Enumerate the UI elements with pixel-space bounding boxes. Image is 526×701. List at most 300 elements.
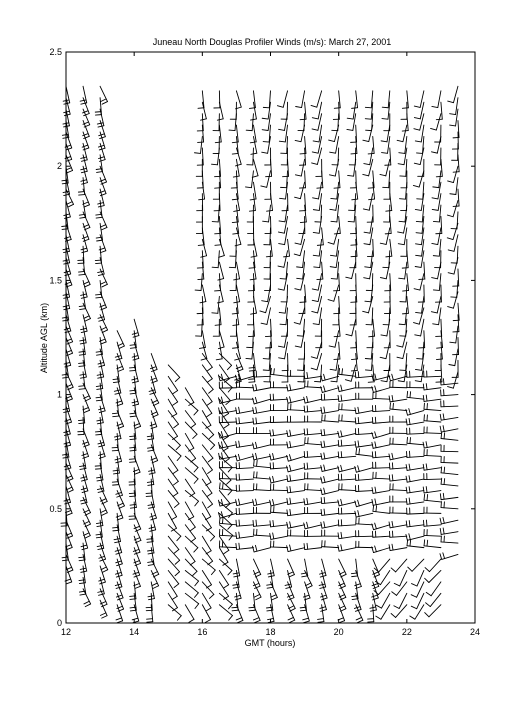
wind-barb-tick [253, 443, 254, 449]
wind-barb-tick [409, 487, 410, 493]
wind-barb-tick [232, 607, 238, 608]
wind-barb-tick [433, 187, 439, 188]
wind-barb [168, 570, 179, 583]
wind-barb [253, 137, 256, 154]
wind-barb [185, 525, 195, 539]
wind-barb [454, 235, 458, 252]
wind-barb-tick [268, 576, 274, 577]
wind-barb-tick [375, 442, 376, 448]
wind-barb-tick [132, 333, 138, 335]
wind-barb [368, 296, 372, 312]
wind-barb-tick [64, 263, 70, 264]
wind-barb-tick [311, 357, 317, 359]
wind-barb-tick [270, 500, 271, 506]
wind-barb-tick [338, 386, 339, 392]
wind-barb-tick [78, 420, 84, 421]
wind-barb-tick [99, 408, 105, 410]
wind-barb-tick [148, 439, 154, 440]
wind-barb-tick [427, 540, 428, 546]
wind-barb-tick [268, 621, 274, 622]
wind-barb-tick [411, 595, 416, 598]
wind-barb [168, 365, 180, 378]
wind-barb-tick [63, 408, 69, 409]
wind-barb-tick [278, 232, 284, 233]
wind-barb-tick [433, 290, 439, 291]
wind-barb [202, 593, 211, 608]
wind-barb-tick [132, 381, 138, 382]
wind-barb-tick [224, 413, 229, 416]
wind-barb-tick [101, 327, 106, 330]
wind-barb [202, 319, 203, 336]
wind-barb-tick [255, 442, 256, 448]
wind-barb [219, 262, 223, 278]
wind-barb [369, 194, 373, 211]
wind-barb-tick [307, 586, 312, 589]
wind-barb-tick [380, 174, 386, 175]
wind-barb-tick [297, 267, 303, 268]
wind-barb [251, 171, 253, 188]
wind-barb [373, 137, 374, 154]
wind-barb [457, 280, 458, 297]
wind-barb-tick [206, 608, 211, 611]
wind-barb-tick [352, 199, 358, 200]
wind-barb-tick [80, 343, 86, 344]
wind-barb-tick [118, 369, 124, 371]
wind-barb-tick [358, 372, 359, 378]
wind-barb-tick [448, 181, 454, 183]
wind-barb-tick [409, 534, 410, 540]
wind-barb-tick [339, 621, 345, 623]
wind-barb-tick [426, 487, 427, 493]
wind-barb-tick [218, 375, 220, 381]
wind-barb-tick [324, 429, 325, 435]
wind-barb-tick [233, 176, 239, 177]
wind-barb-tick [219, 453, 220, 459]
wind-barb-tick [256, 453, 257, 459]
wind-barb-tick [62, 454, 68, 455]
wind-barb-tick [99, 411, 105, 413]
wind-barb-tick [232, 610, 238, 611]
wind-barb-tick [101, 510, 106, 513]
wind-barb-tick [267, 587, 273, 588]
wind-barb-tick [414, 118, 420, 119]
wind-barb-tick [278, 346, 284, 347]
wind-barb-tick [279, 244, 285, 245]
wind-barb-tick [352, 576, 358, 577]
wind-barb-tick [273, 476, 274, 482]
wind-barb-tick [194, 548, 198, 552]
wind-barb-tick [304, 463, 305, 469]
wind-barb [322, 228, 324, 245]
wind-barb-tick [239, 520, 240, 526]
wind-barb-tick [324, 509, 325, 515]
wind-barb [337, 205, 339, 222]
wind-barb-tick [287, 466, 288, 472]
wind-barb-tick [206, 585, 211, 588]
wind-barb-tick [173, 402, 178, 405]
wind-barb-tick [85, 536, 90, 539]
wind-barb-tick [358, 511, 359, 517]
wind-barb-tick [304, 544, 305, 550]
wind-barb-tick [270, 454, 271, 460]
wind-barb-tick [277, 106, 283, 108]
wind-barb-tick [289, 606, 294, 609]
wind-barb-tick [80, 374, 86, 375]
wind-barb-tick [331, 198, 337, 199]
wind-barb-tick [330, 369, 336, 370]
wind-barb-tick [236, 544, 237, 550]
wind-barb [441, 438, 458, 440]
wind-barb-tick [391, 613, 395, 617]
wind-barb-tick [82, 454, 88, 456]
wind-barb-tick [416, 244, 422, 245]
wind-barb-tick [375, 452, 376, 458]
wind-barb-tick [222, 483, 223, 489]
wind-barb-tick [207, 379, 212, 383]
wind-barb-tick [100, 251, 106, 253]
wind-barb-tick [300, 222, 306, 223]
wind-barb-tick [67, 202, 72, 205]
wind-barb-tick [364, 164, 370, 165]
wind-barb-tick [150, 515, 156, 517]
wind-barb-tick [133, 358, 139, 360]
wind-barb-tick [63, 100, 69, 101]
wind-barb-tick [339, 572, 344, 575]
wind-barb [202, 353, 212, 367]
wind-barb-tick [425, 568, 429, 572]
wind-barb-tick [253, 454, 254, 460]
y-axis [49, 47, 475, 628]
wind-barb-tick [389, 522, 390, 528]
wind-barb [412, 559, 424, 571]
wind-barb-tick [331, 279, 337, 280]
wind-barb-tick [302, 576, 308, 577]
wind-barb-tick [68, 204, 73, 207]
wind-barb-tick [280, 279, 286, 280]
wind-barb-tick [375, 374, 376, 380]
wind-barb [267, 171, 271, 188]
wind-barb-tick [80, 568, 86, 569]
wind-barb-tick [96, 386, 102, 387]
wind-barb-tick [97, 480, 103, 481]
wind-barb-tick [295, 140, 301, 141]
wind-barb-tick [113, 530, 119, 531]
wind-barb-tick [450, 342, 456, 343]
wind-barb [288, 239, 290, 256]
wind-barb-tick [198, 279, 204, 280]
wind-barb [356, 91, 358, 108]
wind-barb-tick [382, 153, 388, 154]
wind-barb-tick [209, 435, 213, 439]
wind-barb-tick [274, 369, 275, 375]
wind-barb-tick [134, 472, 140, 474]
wind-barb-tick [130, 413, 136, 414]
x-tick-label: 24 [469, 627, 481, 637]
wind-barb-tick [328, 242, 334, 244]
wind-barb-tick [209, 389, 214, 393]
wind-barb-tick [295, 289, 301, 290]
wind-barb [202, 445, 213, 458]
wind-barb-tick [98, 377, 104, 378]
wind-barb-tick [273, 533, 274, 539]
wind-barb-tick [443, 493, 444, 499]
wind-barb-tick [96, 297, 102, 298]
wind-barb-tick [220, 483, 221, 489]
wind-barb-tick [341, 395, 342, 401]
wind-barb-tick [365, 359, 371, 360]
wind-barb-tick [426, 442, 427, 448]
wind-barb [405, 262, 407, 279]
wind-barb-tick [307, 543, 308, 549]
wind-barb-tick [130, 439, 136, 440]
wind-barb-tick [83, 282, 88, 285]
wind-barb-tick [98, 206, 104, 207]
wind-barb-tick [81, 248, 87, 250]
wind-barb-tick [398, 381, 404, 382]
wind-barb-tick [382, 107, 388, 108]
wind-barb-tick [235, 598, 241, 600]
wind-barb-tick [324, 374, 326, 380]
wind-barb-tick [304, 621, 310, 623]
wind-barb-tick [410, 438, 411, 444]
wind-barb-tick [174, 550, 179, 554]
wind-barb [202, 102, 206, 119]
wind-barb-tick [85, 284, 90, 287]
wind-barb-tick [148, 596, 154, 597]
wind-barb-tick [312, 289, 318, 290]
wind-barb-tick [373, 505, 374, 511]
wind-barb-tick [287, 487, 288, 493]
wind-barb-tick [382, 119, 388, 120]
wind-barb-tick [409, 521, 410, 527]
wind-barb-tick [278, 266, 284, 267]
wind-barb-tick [262, 301, 268, 302]
wind-barb-tick [222, 407, 223, 413]
wind-barb [219, 433, 228, 448]
wind-barb-tick [130, 596, 136, 597]
wind-barb-tick [215, 325, 221, 326]
wind-barb-tick [318, 619, 324, 620]
wind-barb-tick [307, 396, 308, 402]
wind-barb-tick [290, 465, 291, 471]
wind-barb-tick [97, 172, 103, 173]
wind-barb [202, 365, 212, 379]
wind-barb [439, 308, 441, 325]
wind-barb-tick [79, 386, 85, 387]
wind-barb-tick [444, 479, 445, 485]
wind-barb-tick [358, 417, 359, 423]
y-tick-label: 0 [56, 618, 62, 628]
wind-barb-tick [358, 407, 359, 413]
wind-barb-tick [191, 458, 196, 462]
wind-barb [441, 216, 442, 233]
wind-barb-tick [97, 123, 103, 124]
wind-barb-tick [321, 498, 322, 504]
wind-barb-tick [113, 416, 119, 417]
wind-barb-tick [260, 311, 266, 313]
wind-barb-tick [190, 527, 195, 531]
wind-barb-tick [234, 210, 240, 211]
wind-barb-tick [372, 375, 373, 381]
wind-barb-tick [294, 254, 300, 256]
wind-barb-tick [211, 164, 217, 165]
wind-barb-tick [342, 369, 343, 375]
wind-barb-tick [133, 336, 139, 338]
wind-barb-tick [219, 256, 225, 258]
wind-barb-tick [221, 442, 222, 448]
wind-barb-tick [433, 221, 439, 222]
wind-barb-tick [444, 467, 445, 473]
wind-barb [352, 319, 356, 336]
wind-barb-tick [62, 560, 68, 561]
wind-barb-tick [290, 608, 295, 611]
wind-barb-tick [80, 594, 86, 595]
y-tick-label: 1.5 [49, 275, 62, 286]
wind-barb-tick [63, 260, 69, 261]
wind-barb-tick [189, 619, 194, 622]
wind-barb-tick [234, 279, 240, 280]
wind-barb [168, 582, 177, 596]
wind-barb-tick [207, 402, 212, 405]
wind-barb-tick [67, 513, 73, 515]
wind-barb-tick [425, 578, 429, 582]
wind-barb [379, 559, 390, 572]
wind-barb [378, 582, 389, 595]
wind-barb-tick [372, 442, 373, 448]
wind-barb-tick [148, 450, 154, 451]
wind-barb-tick [356, 448, 357, 454]
wind-barb-tick [219, 408, 220, 414]
wind-barb-tick [338, 452, 339, 458]
wind-barb-tick [130, 599, 136, 600]
wind-barb-tick [249, 370, 255, 371]
y-axis-label: Altitude AGL (km) [39, 302, 49, 374]
wind-barb-tick [249, 268, 255, 269]
wind-barb [219, 559, 232, 570]
wind-barb-tick [99, 454, 105, 456]
wind-barb-tick [99, 579, 105, 581]
wind-barb [300, 308, 305, 324]
wind-barb-tick [368, 382, 374, 383]
wind-barb-tick [290, 498, 291, 504]
wind-barb-tick [235, 595, 241, 597]
wind-barb-tick [64, 308, 70, 309]
wind-barb-tick [151, 518, 157, 520]
x-tick-label: 16 [197, 627, 208, 637]
wind-barb-tick [81, 571, 87, 572]
wind-barb-tick [205, 620, 210, 623]
wind-barb [185, 411, 195, 425]
wind-barb [453, 200, 458, 216]
wind-barb-tick [443, 414, 444, 420]
wind-barb-tick [208, 561, 213, 565]
wind-barb-tick [320, 587, 326, 588]
wind-barb-tick [256, 418, 257, 424]
wind-barb-tick [324, 441, 325, 447]
wind-barb-tick [341, 574, 346, 577]
wind-barb-tick [287, 431, 288, 437]
wind-barb-tick [211, 570, 215, 575]
wind-barb-tick [175, 572, 179, 576]
wind-barb-tick [341, 532, 342, 538]
wind-barb-tick [205, 517, 210, 520]
wind-barb-tick [409, 409, 411, 415]
wind-barb [339, 216, 341, 233]
wind-barb-tick [423, 442, 424, 448]
wind-barb-tick [147, 482, 153, 483]
wind-barb-tick [416, 233, 422, 234]
wind-barb-tick [321, 466, 322, 472]
wind-barb-tick [426, 464, 427, 470]
wind-barb-tick [397, 346, 403, 347]
wind-barb-tick [84, 114, 90, 116]
wind-barb-tick [238, 454, 240, 460]
wind-barb-tick [415, 266, 421, 267]
wind-barb-tick [330, 267, 336, 268]
wind-barb-tick [321, 522, 322, 528]
wind-barb-tick [312, 163, 318, 164]
wind-barb-tick [443, 379, 444, 385]
wind-barb-tick [96, 434, 102, 435]
wind-barb-tick [249, 607, 255, 608]
wind-barb-tick [414, 163, 420, 164]
wind-barb-tick [423, 464, 424, 470]
wind-barb-tick [341, 452, 342, 458]
wind-barb-tick [409, 498, 410, 504]
wind-barb-tick [307, 522, 308, 528]
wind-barb [236, 239, 237, 256]
wind-barb-tick [365, 119, 371, 120]
wind-barb [317, 148, 321, 164]
wind-barb-tick [234, 302, 240, 303]
wind-barb-tick [290, 475, 291, 481]
wind-barb-tick [250, 142, 256, 143]
wind-barb-tick [79, 195, 85, 196]
wind-barb-tick [389, 545, 390, 551]
wind-barb-tick [228, 467, 232, 472]
wind-barb [168, 559, 179, 572]
wind-barb-tick [372, 595, 378, 597]
wind-barb [202, 388, 212, 402]
wind-barb-tick [261, 186, 267, 187]
wind-barb-tick [330, 255, 336, 256]
wind-barb-tick [304, 499, 305, 505]
wind-barb-tick [324, 488, 325, 494]
wind-barb [219, 536, 228, 550]
wind-barb-tick [321, 598, 327, 600]
wind-barb-tick [355, 441, 356, 447]
wind-barb-tick [415, 335, 421, 336]
wind-barb-tick [347, 129, 353, 130]
wind-barb-tick [432, 198, 438, 199]
wind-barb-tick [290, 441, 291, 447]
wind-barb-tick [413, 323, 419, 325]
wind-barb [389, 251, 390, 268]
wind-barb-tick [320, 595, 326, 597]
wind-barb [185, 559, 197, 571]
wind-barb-tick [411, 606, 416, 609]
wind-barb-tick [116, 461, 122, 463]
wind-barb-tick [82, 236, 88, 238]
plot-area [49, 47, 480, 637]
wind-barb-tick [82, 145, 88, 147]
wind-barb-tick [441, 478, 442, 484]
wind-barb-tick [338, 395, 339, 401]
wind-barb [431, 582, 441, 596]
wind-barb-tick [393, 403, 394, 409]
wind-barb [441, 159, 442, 176]
wind-barb-tick [297, 278, 303, 279]
